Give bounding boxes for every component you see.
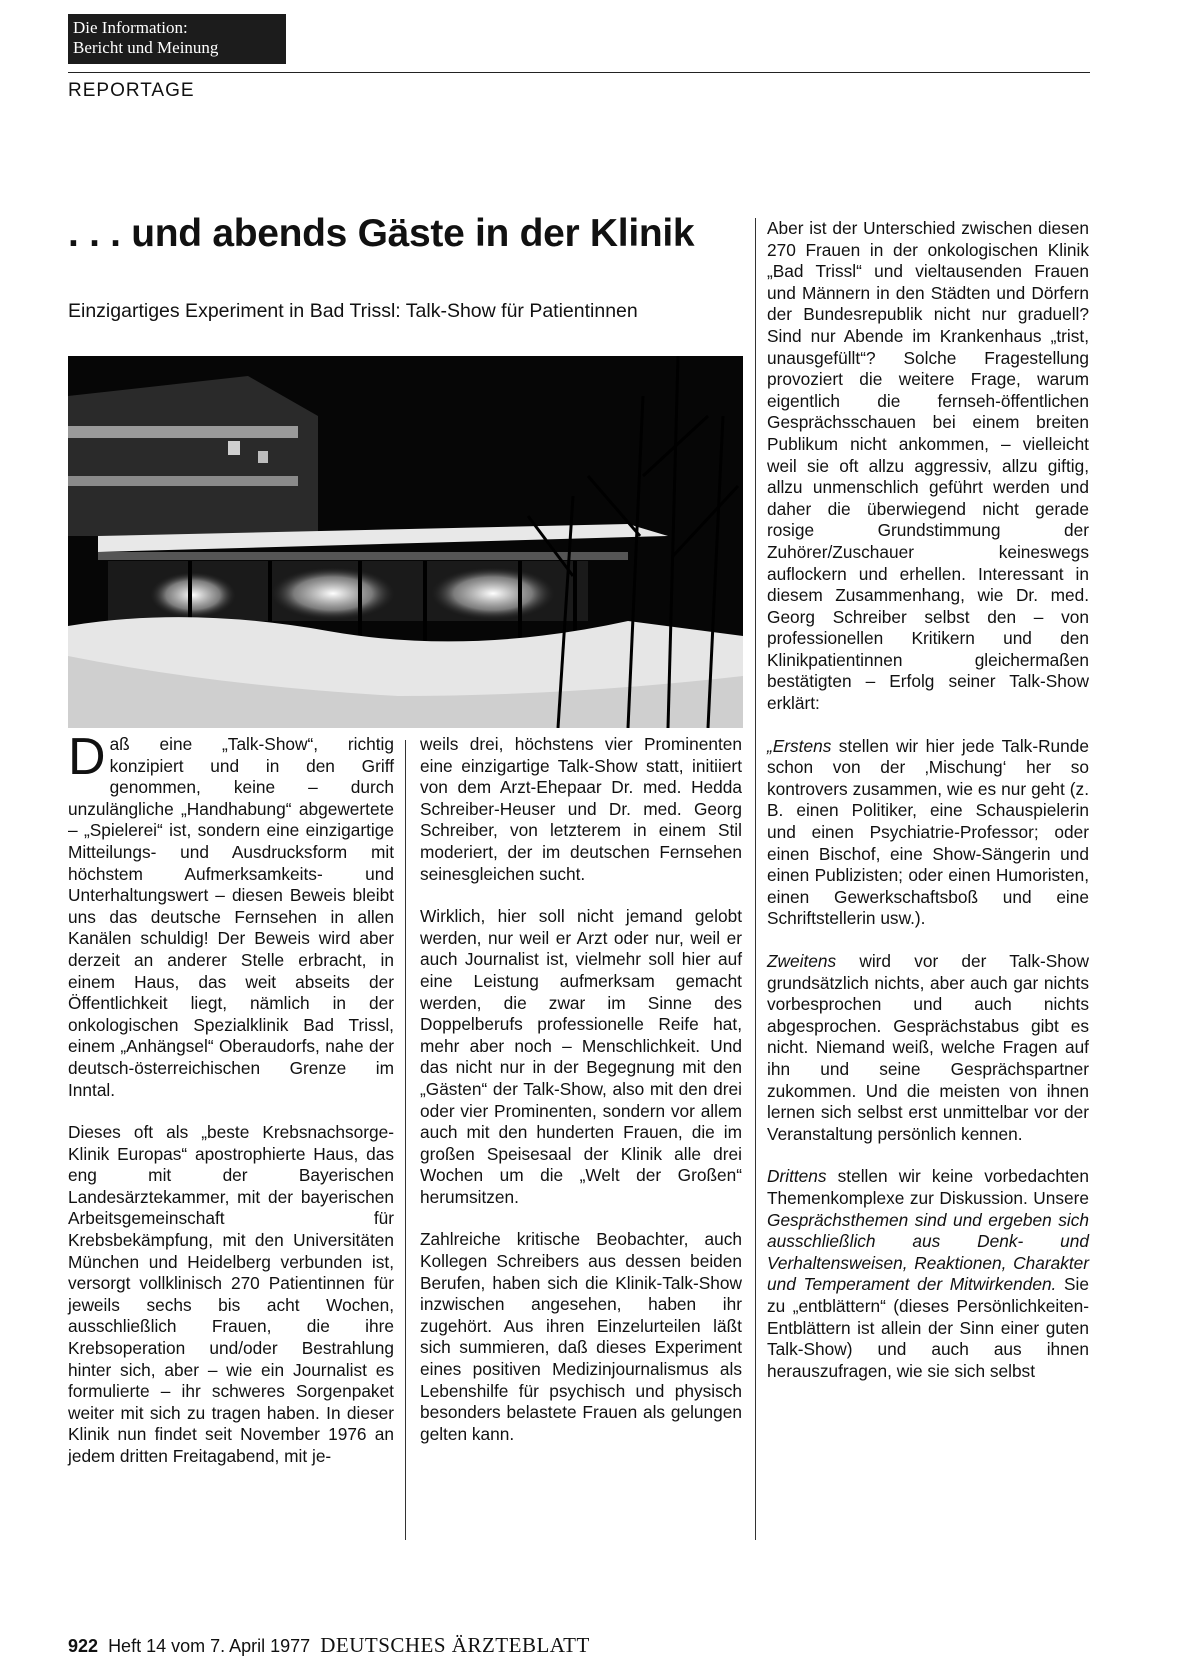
column-rule-1 <box>405 740 406 1540</box>
col3-p4-italic: Gesprächsthemen sind und ergeben sich ausschließlich aus Denk- und Verhaltensweisen, Reaktionen, Charakter und Temperament der Mitwirkenden. <box>767 1209 1089 1295</box>
masthead <box>68 14 286 64</box>
photo-illustration <box>68 356 743 728</box>
masthead-line1: Die Information: <box>73 18 188 37</box>
article-column-3 <box>767 218 1089 1403</box>
col3-p4-text-b: Sie zu „entblättern“ (dieses Persönlichkeiten-Entblättern ist allein der Sinn einer guten Talk-Show) und auch aus ihnen herauszufragen, wie sie sich selbst <box>767 1274 1089 1381</box>
section-label: REPORTAGE <box>68 80 195 101</box>
article-column-2 <box>420 734 742 1466</box>
headline: . . . und abends Gäste in der Klinik <box>68 212 695 255</box>
col2-paragraph-3: Zahlreiche kritische Beobachter, auch Kollegen Schreibers aus dessen beiden Berufen, haben sich die Klinik-Talk-Show inzwischen angesehen, haben ihr zugehört. Aus ihren Einzelurteilen läßt sich summieren, daß dieses Experiment eines positiven Medizinjournalismus als Lebenshilfe für psychisch und physisch besonders belastete Frauen als gelungen gelten kann. <box>420 1229 742 1444</box>
col3-paragraph-2 <box>767 736 1089 930</box>
col3-paragraph-1: Aber ist der Unterschied zwischen diesen 270 Frauen in der onkologischen Klinik „Bad Trissl“ und vieltausenden Frauen und Männern in den Städten und Dörfern der Bundesrepublik nicht nur graduell? Sind nur Abende im Krankenhaus „trist, unausgefüllt“? Solche Fragestellung provoziert die weitere Frage, warum eigentlich die fernseh-öffentlichen Gesprächsschauen bei einem breiten Publikum nicht ankommen, – vielleicht weil sie oft allzu aggressiv, allzu giftig, allzu unmenschlich geführt werden und daher die überwiegend nicht gerade rosige Grundstimmung der Zuhörer/Zuschauer keineswegs auflockern und erhellen. Interessant in diesem Zusammenhang, wie Dr. med. Georg Schreiber selbst den – von professionellen Kritikern und den Klinikpatientinnen gleichermaßen bestätigten – Erfolg seiner Talk-Show erklärt: <box>767 218 1089 714</box>
col3-p2-text: stellen wir hier jede Talk-Runde schon von der ‚Mischung‘ her so kontrovers zusammen, wie es nur geht (z. B. einen Politiker, eine Schauspielerin und einen Psychiatrie-Professor; oder einen Bischof, eine Show-Sängerin und einen Publizisten; oder einen Humoristen, einen Gewerkschaftsboß und eine Schriftstellerin usw.). <box>767 735 1089 929</box>
col3-paragraph-4 <box>767 1166 1089 1382</box>
col3-p4-text-a: stellen wir keine vorbedachten Themenkomplexe zur Diskussion. Unsere <box>767 1166 1089 1208</box>
col3-p3-text: wird vor der Talk-Show grundsätzlich nichts, aber auch gar nichts vorbesprochen und auch nichts abgesprochen. Gesprächstabus gibt es nicht. Niemand weiß, welche Fragen auf ihn und seine Gesprächspartner zukommen. Und die meisten von ihnen lernen sich selbst erst unmittelbar vor der Veranstaltung persönlich kennen. <box>767 951 1089 1144</box>
col1-paragraph-2: Dieses oft als „beste Krebsnachsorge-Klinik Europas“ apostrophierte Haus, das eng mit der Bayerischen Landesärztekammer, mit der bayerischen Arbeitsgemeinschaft für Krebsbekämpfung, mit den Universitäten München und Heidelberg verbunden ist, versorgt vollklinisch 270 Patientinnen für jeweils sechs bis acht Wochen, ausschließlich Frauen, die ihre Krebsoperation und/oder Bestrahlung hinter sich, aber – wie ein Journalist es formulierte – ihr schweres Sorgenpaket weiter mit sich zu tragen haben. In dieser Klinik nun findet seit November 1976 an jedem dritten Freitagabend, mit je- <box>68 1122 394 1466</box>
col1-paragraph-1 <box>68 728 394 1101</box>
journal-name: DEUTSCHES ÄRZTEBLATT <box>320 1633 590 1657</box>
column-rule-2 <box>755 218 756 1540</box>
col2-paragraph-1: weils drei, höchstens vier Prominenten eine einzigartige Talk-Show statt, initiiert von dem Arzt-Ehepaar Dr. med. Hedda Schreiber-Heuser und Dr. med. Georg Schreiber, von letzterem in einem Stil moderiert, der im deutschen Fernsehen seinesgleichen sucht. <box>420 734 742 884</box>
col3-paragraph-3 <box>767 951 1089 1145</box>
page-number: 922 <box>68 1636 99 1656</box>
article-column-1 <box>68 728 394 1489</box>
subhead: Einzigartiges Experiment in Bad Trissl: Talk-Show für Patientinnen <box>68 300 638 322</box>
header-rule <box>68 72 1090 73</box>
col3-p4-lead: Drittens <box>767 1166 827 1187</box>
col3-p3-lead: Zweitens <box>767 951 837 971</box>
page-footer <box>68 1633 590 1658</box>
col1-p1-text: aß eine „Talk-Show“, richtig konzipiert und in den Griff genommen, keine – durch unzulängliche „Handhabung“ abgewertete – „Spielerei“ ist, sondern eine einzigartige Mitteilungs- und Ausdrucksform mit höchstem Aufmerksamkeits- und Unterhaltungswert – diesen Beweis bleibt uns das deutsche Fernsehen in allen Kanälen schuldig! Der Beweis wird aber derzeit an anderer Stelle erbracht, in einem Haus, das weit abseits der Öffentlichkeit liegt, nämlich in der onkologischen Spezialklinik Bad Trissl, einem „Anhängsel“ Oberaudorfs, nahe der deutsch-österreichischen Grenze im Inntal. <box>68 734 394 1100</box>
issue-info: Heft 14 vom 7. April 1977 <box>108 1636 311 1656</box>
col2-paragraph-2: Wirklich, hier soll nicht jemand gelobt werden, nur weil er Arzt oder nur, weil er auch Journalist ist, vielmehr soll hier auf eine Leistung aufmerksam gemacht werden, die zwar im Sinne des Doppelberufs professionelle Reife hat, mehr aber noch – Menschlichkeit. Und das nicht nur in der Begegnung mit den „Gästen“ der Talk-Show, also mit den drei oder vier Prominenten, sondern vor allem auch mit den hunderten Frauen, die im großen Speisesaal der Klinik alle drei Wochen um die „Welt der Großen“ herumsitzen. <box>420 906 742 1207</box>
drop-cap: D <box>68 728 106 786</box>
col3-p2-lead: „Erstens <box>767 735 832 756</box>
night-clinic-photo <box>68 356 743 728</box>
masthead-line2: Bericht und Meinung <box>73 38 219 57</box>
